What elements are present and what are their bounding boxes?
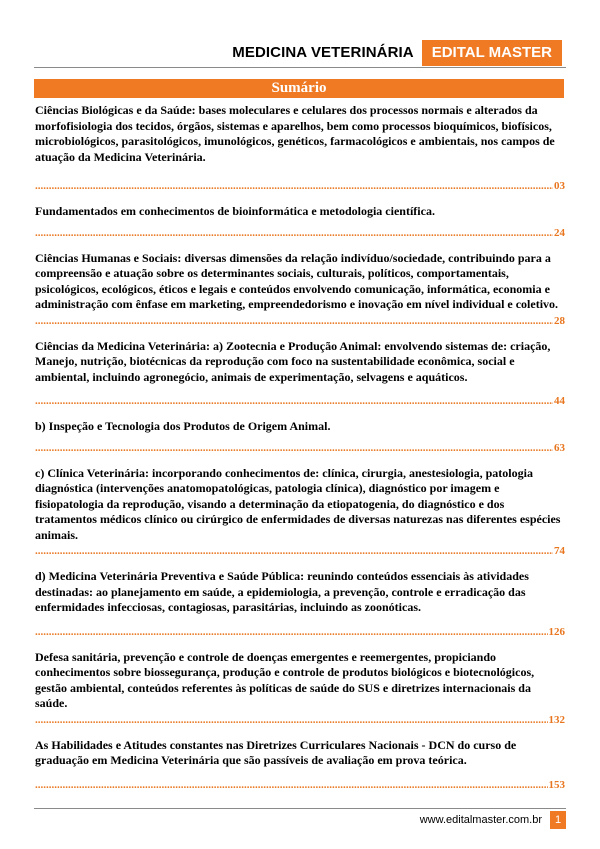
toc-leader xyxy=(35,227,565,240)
toc-entry-text: Ciências Humanas e Sociais: diversas dimensões da relação indivíduo/sociedade, contribuindo para a compreensão e atuação sobre os determinantes sociais, culturais, políticos, comportamentais, psicológicos, ecológicos, éticos e legais e conteúdos envolvendo comunicação, informática, economia e administração com ênfase em marketing, empreendedorismo e inovação em nível individual e coletivo. xyxy=(35,250,559,311)
toc-leader xyxy=(35,315,565,328)
header-brand: EDITAL MASTER xyxy=(422,40,562,66)
leader-dots xyxy=(35,180,553,193)
toc-entry-text: Fundamentados em conhecimentos de bioinformática e metodologia científica. xyxy=(35,204,435,218)
toc-page-number: 74 xyxy=(554,545,565,557)
toc-entry xyxy=(35,569,565,639)
leader-dots xyxy=(35,714,548,727)
footer-page-number: 1 xyxy=(550,811,566,829)
leader-dots xyxy=(35,626,548,639)
leader-dots xyxy=(35,395,553,408)
toc-page-number: 63 xyxy=(554,441,565,454)
leader-dots xyxy=(35,545,553,558)
toc-entry-text: c) Clínica Veterinária: incorporando conhecimentos de: clínica, cirurgia, anestesiologia, patologia diagnóstica (intervenções anatomopatológicas, patologia clínica), diagnóstico por imagem e fisiopatologia da reprodução, visando a determinação da etiopatogenia, do diagnóstico e dos tratamentos médicos clínico ou cirúrgico de enfermidades de diversas naturezas nas diferentes espécies animais. xyxy=(35,465,561,542)
page-footer xyxy=(420,811,566,829)
toc-entry-text: Ciências da Medicina Veterinária: a) Zootecnia e Produção Animal: envolvendo sistemas de: criação, Manejo, nutrição, biotécnicas da reprodução com foco na sustentabilidade econômica, social e ambiental, incluindo agronegócio, animais de experimentação, selvagens e aquáticos. xyxy=(35,338,551,384)
toc-list xyxy=(35,103,565,792)
header-divider xyxy=(34,67,566,68)
toc-leader xyxy=(35,442,565,455)
leader-dots xyxy=(35,779,548,792)
leader-dots xyxy=(35,227,553,240)
toc-entry-text: As Habilidades e Atitudes constantes nas Diretrizes Curriculares Nacionais - DCN do curso de graduação em Medicina Veterinária que são passíveis de avaliação em prova teórica. xyxy=(35,737,517,767)
toc-entry-text: Defesa sanitária, prevenção e controle de doenças emergentes e reemergentes, propiciando conhecimentos sobre biossegurança, produção e controle de produtos biológicos e biotecnológicos, gestão ambiental, conteúdos referentes às políticas de saúde do SUS e diretrizes internacionais da saúde. xyxy=(35,649,535,710)
toc-page-number: 126 xyxy=(548,625,565,638)
toc-page-number: 44 xyxy=(554,395,565,407)
leader-dots xyxy=(35,442,553,455)
toc-page-number: 132 xyxy=(548,713,565,726)
footer-divider xyxy=(34,808,566,809)
toc-entry xyxy=(35,204,565,240)
toc-page-number: 03 xyxy=(554,180,565,192)
toc-page-number: 24 xyxy=(554,226,565,239)
header-subject: MEDICINA VETERINÁRIA xyxy=(232,44,414,61)
toc-entry xyxy=(35,419,565,455)
toc-leader xyxy=(35,626,565,639)
toc-leader xyxy=(35,714,565,727)
toc-leader xyxy=(35,180,565,193)
toc-entry xyxy=(35,339,565,409)
leader-dots xyxy=(35,315,553,328)
toc-entry-text: b) Inspeção e Tecnologia dos Produtos de Origem Animal. xyxy=(35,419,331,433)
summary-title: Sumário xyxy=(34,79,564,98)
toc-entry xyxy=(35,738,565,792)
toc-entry xyxy=(35,650,565,727)
footer-url[interactable]: www.editalmaster.com.br xyxy=(419,814,542,826)
toc-entry xyxy=(35,103,565,193)
page-header xyxy=(232,40,562,66)
toc-leader xyxy=(35,779,565,792)
toc-page-number: 28 xyxy=(554,314,565,327)
toc-entry xyxy=(35,251,565,328)
toc-entry xyxy=(35,466,565,559)
toc-page-number: 153 xyxy=(548,778,565,791)
toc-entry-text: d) Medicina Veterinária Preventiva e Saúde Pública: reunindo conteúdos essenciais às atividades destinadas: ao planejamento em saúde, a epidemiologia, a prevenção, controle e erradicação das enfermidades infecciosas, contagiosas, parasitárias, incluindo as zoonóticas. xyxy=(35,569,529,614)
toc-leader xyxy=(35,545,565,558)
toc-leader xyxy=(35,395,565,408)
toc-entry-text: Ciências Biológicas e da Saúde: bases moleculares e celulares dos processos normais e alterados da morfofisiologia dos tecidos, órgãos, sistemas e aparelhos, bem como processos bioquímicos, biofísicos, microbiológicos, parasitológicos, imunológicos, genéticos, farmacológicos e ambientais, nos campos de atuação da Medicina Veterinária. xyxy=(35,103,555,164)
